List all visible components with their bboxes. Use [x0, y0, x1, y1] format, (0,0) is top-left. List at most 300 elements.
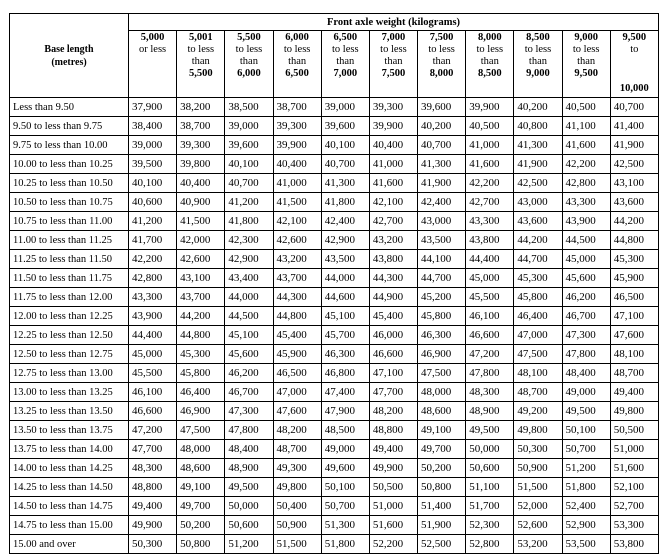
weight-value-cell: 40,900 [177, 193, 225, 212]
weight-value-cell: 51,900 [418, 516, 466, 535]
weight-value-cell: 45,500 [466, 288, 514, 307]
weight-value-cell: 45,800 [177, 364, 225, 383]
weight-value-cell: 40,100 [321, 136, 369, 155]
weight-value-cell: 43,200 [369, 231, 417, 250]
base-length-label: 13.00 to less than 13.25 [10, 383, 129, 402]
weight-value-cell: 41,600 [562, 136, 610, 155]
weight-value-cell: 46,000 [369, 326, 417, 345]
column-header-l1: to less [235, 44, 263, 55]
column-header-l1: to less [332, 44, 359, 55]
weight-value-cell: 44,800 [273, 307, 321, 326]
column-header-l2: than [577, 56, 596, 67]
column-header-l3: 8,500 [477, 68, 502, 79]
column-header-l1: or less [139, 44, 167, 55]
weight-value-cell: 52,300 [466, 516, 514, 535]
weight-value-cell: 47,500 [177, 421, 225, 440]
column-header-top: 9,000 [574, 32, 598, 43]
weight-value-cell: 42,200 [129, 250, 177, 269]
weight-value-cell: 47,600 [273, 402, 321, 421]
column-header-l2: than [288, 56, 307, 67]
weight-value-cell: 39,900 [369, 117, 417, 136]
weight-value-cell: 39,300 [273, 117, 321, 136]
weight-value-cell: 41,600 [466, 155, 514, 174]
weight-value-cell: 52,500 [418, 535, 466, 554]
weight-value-cell: 47,300 [225, 402, 273, 421]
axle-weight-column-header [562, 31, 610, 98]
weight-value-cell: 42,500 [514, 174, 562, 193]
weight-value-cell: 47,400 [321, 383, 369, 402]
weight-value-cell: 46,300 [418, 326, 466, 345]
weight-value-cell: 50,300 [129, 535, 177, 554]
weight-value-cell: 40,700 [225, 174, 273, 193]
weight-value-cell: 50,200 [418, 459, 466, 478]
column-header-l2 [129, 56, 176, 68]
weight-value-cell: 49,700 [177, 497, 225, 516]
weight-value-cell: 50,100 [562, 421, 610, 440]
weight-value-cell: 43,800 [466, 231, 514, 250]
weight-value-cell: 43,900 [129, 307, 177, 326]
weight-value-cell: 45,300 [610, 250, 658, 269]
weight-value-cell: 49,800 [273, 478, 321, 497]
column-header-l2: than [528, 56, 547, 67]
weight-value-cell: 44,700 [418, 269, 466, 288]
column-header-top: 5,500 [237, 32, 261, 43]
weight-value-cell: 43,200 [273, 250, 321, 269]
weight-value-cell: 42,800 [562, 174, 610, 193]
weight-value-cell: 46,500 [273, 364, 321, 383]
weight-value-cell: 42,100 [369, 193, 417, 212]
weight-value-cell: 45,300 [514, 269, 562, 288]
weight-value-cell: 39,300 [177, 136, 225, 155]
weight-value-cell: 46,600 [369, 345, 417, 364]
weight-value-cell: 48,400 [562, 364, 610, 383]
column-header-l2 [611, 56, 658, 68]
base-length-label: 14.50 to less than 14.75 [10, 497, 129, 516]
group-header-row [10, 14, 659, 31]
axle-weight-column-header [369, 31, 417, 98]
column-header-l1: to less [524, 44, 552, 55]
weight-value-cell: 44,000 [321, 269, 369, 288]
column-header-l3: 5,500 [188, 68, 213, 79]
weight-value-cell: 40,500 [562, 98, 610, 117]
weight-value-cell: 40,700 [418, 136, 466, 155]
weight-value-cell: 46,200 [225, 364, 273, 383]
weight-value-cell: 43,300 [466, 212, 514, 231]
column-header-l2: than [384, 56, 403, 67]
weight-value-cell: 48,200 [369, 402, 417, 421]
base-length-label: 13.75 to less than 14.00 [10, 440, 129, 459]
weight-value-cell: 44,800 [177, 326, 225, 345]
weight-value-cell: 51,000 [610, 440, 658, 459]
weight-value-cell: 39,000 [129, 136, 177, 155]
column-header-l3: 6,000 [237, 68, 261, 79]
weight-value-cell: 37,900 [129, 98, 177, 117]
axle-weight-column-header [466, 31, 514, 98]
weight-value-cell: 46,100 [466, 307, 514, 326]
base-length-label: 12.00 to less than 12.25 [10, 307, 129, 326]
weight-value-cell: 52,600 [514, 516, 562, 535]
base-length-label: 10.00 to less than 10.25 [10, 155, 129, 174]
weight-value-cell: 49,500 [562, 402, 610, 421]
weight-value-cell: 48,800 [369, 421, 417, 440]
weight-value-cell: 53,300 [610, 516, 658, 535]
column-header-top: 6,500 [333, 32, 358, 43]
weight-value-cell: 47,800 [466, 364, 514, 383]
base-length-label: 13.25 to less than 13.50 [10, 402, 129, 421]
weight-value-cell: 41,000 [369, 155, 417, 174]
base-length-label: 12.50 to less than 12.75 [10, 345, 129, 364]
base-length-label: 14.25 to less than 14.50 [10, 478, 129, 497]
weight-value-cell: 38,700 [273, 98, 321, 117]
weight-value-cell: 45,100 [225, 326, 273, 345]
column-header-top: 5,001 [188, 32, 213, 43]
weight-value-cell: 49,400 [610, 383, 658, 402]
column-header-top: 7,000 [381, 32, 406, 43]
weight-value-cell: 38,400 [129, 117, 177, 136]
axle-weight-column-header [225, 31, 273, 98]
weight-value-cell: 40,700 [321, 155, 369, 174]
weight-value-cell: 47,100 [610, 307, 658, 326]
weight-value-cell: 42,700 [466, 193, 514, 212]
weight-value-cell: 49,400 [129, 497, 177, 516]
column-header-l1: to less [428, 44, 455, 55]
weight-value-cell: 41,300 [514, 136, 562, 155]
weight-value-cell: 39,300 [369, 98, 417, 117]
weight-value-cell: 41,900 [514, 155, 562, 174]
weight-value-cell: 48,100 [610, 345, 658, 364]
weight-value-cell: 48,600 [177, 459, 225, 478]
weight-value-cell: 46,900 [418, 345, 466, 364]
column-header-l3: 7,000 [333, 68, 358, 79]
weight-value-cell: 43,800 [369, 250, 417, 269]
weight-value-cell: 53,800 [610, 535, 658, 554]
weight-value-cell: 50,600 [225, 516, 273, 535]
table-row [10, 478, 659, 497]
weight-value-cell: 45,000 [562, 250, 610, 269]
weight-value-cell: 51,500 [514, 478, 562, 497]
base-length-label: 12.75 to less than 13.00 [10, 364, 129, 383]
table-row [10, 193, 659, 212]
weight-value-cell: 47,000 [514, 326, 562, 345]
weight-value-cell: 48,700 [273, 440, 321, 459]
weight-value-cell: 50,100 [321, 478, 369, 497]
weight-value-cell: 45,300 [177, 345, 225, 364]
front-axle-weight-header: Front axle weight (kilograms) [129, 14, 659, 31]
weight-value-cell: 45,800 [514, 288, 562, 307]
weight-value-cell: 39,000 [225, 117, 273, 136]
base-length-header-line1: Base length [44, 43, 94, 55]
column-header-l3: 7,500 [381, 68, 406, 79]
weight-value-cell: 49,500 [225, 478, 273, 497]
weight-value-cell: 43,100 [177, 269, 225, 288]
weight-value-cell: 51,600 [610, 459, 658, 478]
weight-value-cell: 48,700 [610, 364, 658, 383]
axle-weight-column-header [129, 31, 177, 98]
weight-value-cell: 51,300 [321, 516, 369, 535]
weight-value-cell: 45,600 [225, 345, 273, 364]
weight-value-cell: 50,300 [514, 440, 562, 459]
weight-value-cell: 47,700 [369, 383, 417, 402]
weight-value-cell: 51,800 [562, 478, 610, 497]
table-row [10, 326, 659, 345]
weight-value-cell: 40,500 [466, 117, 514, 136]
base-length-header-line2: (metres) [51, 56, 87, 68]
weight-value-cell: 47,500 [418, 364, 466, 383]
weight-value-cell: 51,100 [466, 478, 514, 497]
weight-value-cell: 45,900 [610, 269, 658, 288]
column-header-l2: than [432, 56, 451, 67]
table-row [10, 117, 659, 136]
weight-value-cell: 48,900 [225, 459, 273, 478]
weight-value-cell: 45,400 [369, 307, 417, 326]
weight-value-cell: 47,500 [514, 345, 562, 364]
column-header-l3 [611, 68, 658, 80]
weight-value-cell: 50,500 [369, 478, 417, 497]
weight-value-cell: 41,800 [225, 212, 273, 231]
column-header-top: 6,000 [285, 32, 309, 43]
axle-weight-column-header [514, 31, 562, 98]
weight-value-cell: 49,100 [418, 421, 466, 440]
column-header-l1: to less [572, 44, 600, 55]
weight-value-cell: 44,600 [321, 288, 369, 307]
weight-value-cell: 42,700 [369, 212, 417, 231]
weight-value-cell: 40,700 [610, 98, 658, 117]
weight-value-cell: 43,700 [273, 269, 321, 288]
weight-value-cell: 49,700 [418, 440, 466, 459]
base-length-label: 11.75 to less than 12.00 [10, 288, 129, 307]
column-header-l1: to [630, 44, 639, 55]
weight-value-cell: 45,700 [321, 326, 369, 345]
weight-value-cell: 47,100 [369, 364, 417, 383]
axle-weight-column-header [321, 31, 369, 98]
table-row [10, 98, 659, 117]
weight-value-cell: 44,300 [273, 288, 321, 307]
weight-value-cell: 39,900 [466, 98, 514, 117]
table-row [10, 459, 659, 478]
weight-value-cell: 47,800 [562, 345, 610, 364]
weight-value-cell: 45,800 [418, 307, 466, 326]
weight-value-cell: 49,000 [321, 440, 369, 459]
column-header-l3: 6,500 [285, 68, 309, 79]
weight-value-cell: 49,500 [466, 421, 514, 440]
axle-weight-column-header [177, 31, 225, 98]
weight-value-cell: 47,800 [225, 421, 273, 440]
weight-value-cell: 49,900 [129, 516, 177, 535]
weight-value-cell: 39,000 [321, 98, 369, 117]
weight-value-cell: 51,200 [225, 535, 273, 554]
weight-value-cell: 48,600 [418, 402, 466, 421]
base-length-label: 12.25 to less than 12.50 [10, 326, 129, 345]
weight-value-cell: 49,200 [514, 402, 562, 421]
column-header-top: 5,000 [140, 32, 165, 43]
table-row [10, 345, 659, 364]
weight-value-cell: 42,500 [610, 155, 658, 174]
weight-value-cell: 43,700 [177, 288, 225, 307]
weight-value-cell: 46,900 [177, 402, 225, 421]
weight-value-cell: 49,400 [369, 440, 417, 459]
weight-value-cell: 41,500 [177, 212, 225, 231]
table-row [10, 231, 659, 250]
weight-value-cell: 43,500 [418, 231, 466, 250]
weight-value-cell: 46,400 [514, 307, 562, 326]
weight-value-cell: 45,000 [466, 269, 514, 288]
weight-value-cell: 39,600 [225, 136, 273, 155]
weight-value-cell: 45,100 [321, 307, 369, 326]
weight-value-cell: 39,800 [177, 155, 225, 174]
weight-value-cell: 43,300 [562, 193, 610, 212]
weight-value-cell: 43,100 [610, 174, 658, 193]
table-row [10, 174, 659, 193]
base-length-label: Less than 9.50 [10, 98, 129, 117]
weight-value-cell: 43,300 [129, 288, 177, 307]
weight-value-cell: 42,900 [225, 250, 273, 269]
weight-value-cell: 47,900 [321, 402, 369, 421]
weight-limit-table [9, 13, 659, 554]
weight-value-cell: 41,300 [418, 155, 466, 174]
column-header-l2: than [239, 56, 258, 67]
column-header-l1: to less [187, 44, 215, 55]
table-row [10, 250, 659, 269]
weight-value-cell: 48,000 [177, 440, 225, 459]
weight-value-cell: 46,500 [610, 288, 658, 307]
weight-value-cell: 45,000 [129, 345, 177, 364]
base-length-header [10, 14, 129, 98]
weight-value-cell: 44,700 [514, 250, 562, 269]
column-header-top: 9,500 [622, 32, 647, 43]
weight-value-cell: 43,000 [418, 212, 466, 231]
weight-value-cell: 48,100 [514, 364, 562, 383]
weight-value-cell: 42,400 [418, 193, 466, 212]
weight-value-cell: 50,200 [177, 516, 225, 535]
weight-value-cell: 42,300 [225, 231, 273, 250]
weight-value-cell: 50,400 [273, 497, 321, 516]
table-row [10, 155, 659, 174]
weight-value-cell: 52,000 [514, 497, 562, 516]
table-body [10, 98, 659, 554]
weight-value-cell: 51,500 [273, 535, 321, 554]
weight-value-cell: 46,600 [129, 402, 177, 421]
weight-value-cell: 38,500 [225, 98, 273, 117]
weight-value-cell: 47,700 [129, 440, 177, 459]
column-header-top: 8,500 [526, 32, 550, 43]
weight-value-cell: 51,000 [369, 497, 417, 516]
table-row [10, 307, 659, 326]
base-length-label: 9.75 to less than 10.00 [10, 136, 129, 155]
weight-value-cell: 42,200 [562, 155, 610, 174]
column-header-l3: 8,000 [429, 68, 454, 79]
weight-value-cell: 43,400 [225, 269, 273, 288]
weight-table-container [9, 13, 659, 554]
table-row [10, 497, 659, 516]
weight-value-cell: 50,000 [225, 497, 273, 516]
weight-value-cell: 41,000 [466, 136, 514, 155]
weight-value-cell: 51,200 [562, 459, 610, 478]
weight-value-cell: 43,600 [514, 212, 562, 231]
weight-value-cell: 39,500 [129, 155, 177, 174]
weight-value-cell: 41,600 [369, 174, 417, 193]
weight-value-cell: 47,300 [562, 326, 610, 345]
weight-value-cell: 48,700 [514, 383, 562, 402]
base-length-label: 11.50 to less than 11.75 [10, 269, 129, 288]
base-length-label: 10.50 to less than 10.75 [10, 193, 129, 212]
weight-value-cell: 40,200 [418, 117, 466, 136]
table-row [10, 516, 659, 535]
weight-value-cell: 48,200 [273, 421, 321, 440]
weight-value-cell: 48,300 [466, 383, 514, 402]
weight-value-cell: 53,200 [514, 535, 562, 554]
weight-value-cell: 51,400 [418, 497, 466, 516]
weight-value-cell: 49,800 [514, 421, 562, 440]
weight-value-cell: 40,100 [225, 155, 273, 174]
weight-value-cell: 47,200 [129, 421, 177, 440]
weight-value-cell: 43,000 [514, 193, 562, 212]
weight-value-cell: 39,600 [418, 98, 466, 117]
weight-value-cell: 45,200 [418, 288, 466, 307]
base-length-label: 10.25 to less than 10.50 [10, 174, 129, 193]
base-length-label: 13.50 to less than 13.75 [10, 421, 129, 440]
weight-value-cell: 50,900 [514, 459, 562, 478]
weight-value-cell: 46,300 [321, 345, 369, 364]
weight-value-cell: 44,200 [610, 212, 658, 231]
weight-value-cell: 41,000 [273, 174, 321, 193]
weight-value-cell: 44,400 [466, 250, 514, 269]
weight-value-cell: 44,300 [369, 269, 417, 288]
weight-value-cell: 46,700 [225, 383, 273, 402]
weight-value-cell: 51,700 [466, 497, 514, 516]
weight-value-cell: 46,200 [562, 288, 610, 307]
base-length-label: 11.00 to less than 11.25 [10, 231, 129, 250]
weight-value-cell: 44,900 [369, 288, 417, 307]
weight-value-cell: 52,400 [562, 497, 610, 516]
weight-value-cell: 48,500 [321, 421, 369, 440]
weight-value-cell: 50,900 [273, 516, 321, 535]
weight-value-cell: 43,900 [562, 212, 610, 231]
weight-value-cell: 41,200 [225, 193, 273, 212]
weight-value-cell: 44,800 [610, 231, 658, 250]
weight-value-cell: 40,400 [369, 136, 417, 155]
weight-value-cell: 38,200 [177, 98, 225, 117]
weight-value-cell: 46,400 [177, 383, 225, 402]
table-row [10, 269, 659, 288]
weight-value-cell: 41,900 [418, 174, 466, 193]
axle-weight-column-header [610, 31, 658, 98]
weight-value-cell: 43,600 [610, 193, 658, 212]
weight-value-cell: 50,500 [610, 421, 658, 440]
weight-value-cell: 46,100 [129, 383, 177, 402]
weight-value-cell: 41,200 [129, 212, 177, 231]
column-header-top: 8,000 [477, 32, 502, 43]
column-header-l3: 9,500 [574, 68, 598, 79]
weight-value-cell: 53,500 [562, 535, 610, 554]
weight-value-cell: 48,400 [225, 440, 273, 459]
column-header-top: 7,500 [429, 32, 454, 43]
weight-value-cell: 52,200 [369, 535, 417, 554]
base-length-label: 14.75 to less than 15.00 [10, 516, 129, 535]
weight-value-cell: 49,900 [369, 459, 417, 478]
table-row [10, 402, 659, 421]
weight-value-cell: 41,100 [562, 117, 610, 136]
column-header-l1: to less [283, 44, 311, 55]
weight-value-cell: 51,800 [321, 535, 369, 554]
column-header-bottom: 10,000 [619, 83, 649, 94]
weight-value-cell: 42,600 [273, 231, 321, 250]
table-row [10, 212, 659, 231]
weight-value-cell: 49,800 [610, 402, 658, 421]
base-length-label: 9.50 to less than 9.75 [10, 117, 129, 136]
weight-value-cell: 49,100 [177, 478, 225, 497]
weight-value-cell: 51,600 [369, 516, 417, 535]
weight-value-cell: 41,500 [273, 193, 321, 212]
